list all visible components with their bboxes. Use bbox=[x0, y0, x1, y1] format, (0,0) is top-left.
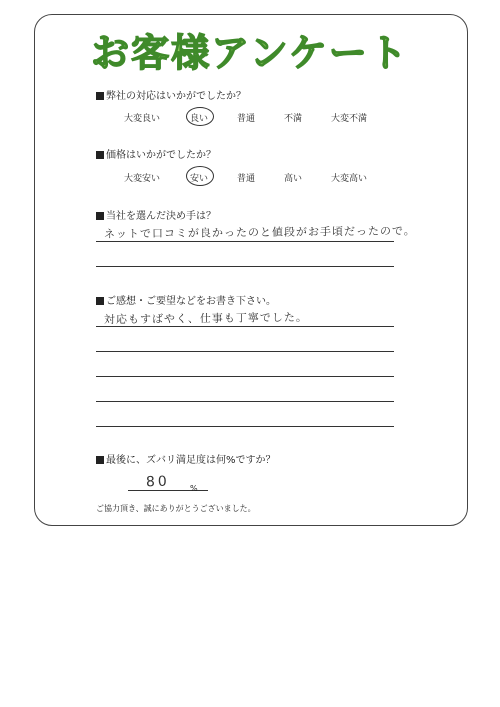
answer-line bbox=[96, 266, 394, 267]
question-satisfaction-label: 最後に、ズバリ満足度は何%ですか？ bbox=[106, 455, 276, 466]
answer-line bbox=[96, 241, 394, 242]
option-service-dissatisfied[interactable]: 不満 bbox=[284, 114, 303, 124]
answer-line bbox=[96, 401, 394, 402]
question-comments-label: ご感想・ご要望などをお書き下さい。 bbox=[106, 296, 276, 307]
question-deciding-factor bbox=[96, 207, 216, 222]
thank-you-note: ご協力頂き、誠にありがとうございました。 bbox=[96, 504, 256, 513]
bullet-square bbox=[96, 456, 104, 464]
answer-line bbox=[96, 326, 394, 327]
question-satisfaction bbox=[96, 451, 276, 466]
question-comments bbox=[96, 292, 276, 307]
satisfaction-value[interactable]: 80 bbox=[145, 473, 171, 491]
bullet-square bbox=[96, 212, 104, 220]
option-price-normal[interactable]: 普通 bbox=[237, 174, 256, 184]
question-price bbox=[96, 146, 216, 161]
option-service-very-good[interactable]: 大変良い bbox=[124, 114, 161, 124]
question-service-label: 弊社の対応はいかがでしたか？ bbox=[106, 91, 246, 102]
option-price-very-expensive[interactable]: 大変高い bbox=[331, 174, 368, 184]
answer-line bbox=[96, 426, 394, 427]
answer-deciding-factor[interactable]: ネットで口コミが良かったのと値段がお手頃だったので。 bbox=[103, 224, 416, 241]
answer-line bbox=[96, 351, 394, 352]
question-service bbox=[96, 87, 246, 102]
option-price-very-cheap[interactable]: 大変安い bbox=[124, 174, 161, 184]
bullet-square bbox=[96, 92, 104, 100]
survey-title: お客様アンケート bbox=[91, 31, 409, 75]
option-price-expensive[interactable]: 高い bbox=[284, 174, 303, 184]
option-service-normal[interactable]: 普通 bbox=[237, 114, 256, 124]
bullet-square bbox=[96, 297, 104, 305]
percent-unit: % bbox=[190, 484, 198, 493]
option-service-very-dissatisfied[interactable]: 大変不満 bbox=[331, 114, 368, 124]
question-price-label: 価格はいかがでしたか？ bbox=[106, 150, 216, 161]
question-deciding-factor-label: 当社を選んだ決め手は？ bbox=[106, 211, 216, 222]
bullet-square bbox=[96, 151, 104, 159]
answer-line bbox=[96, 376, 394, 377]
option-price-cheap[interactable]: 安い bbox=[190, 174, 209, 184]
option-service-good[interactable]: 良い bbox=[190, 114, 209, 124]
answer-comments[interactable]: 対応もすばやく、仕事も丁寧でした。 bbox=[103, 310, 308, 327]
